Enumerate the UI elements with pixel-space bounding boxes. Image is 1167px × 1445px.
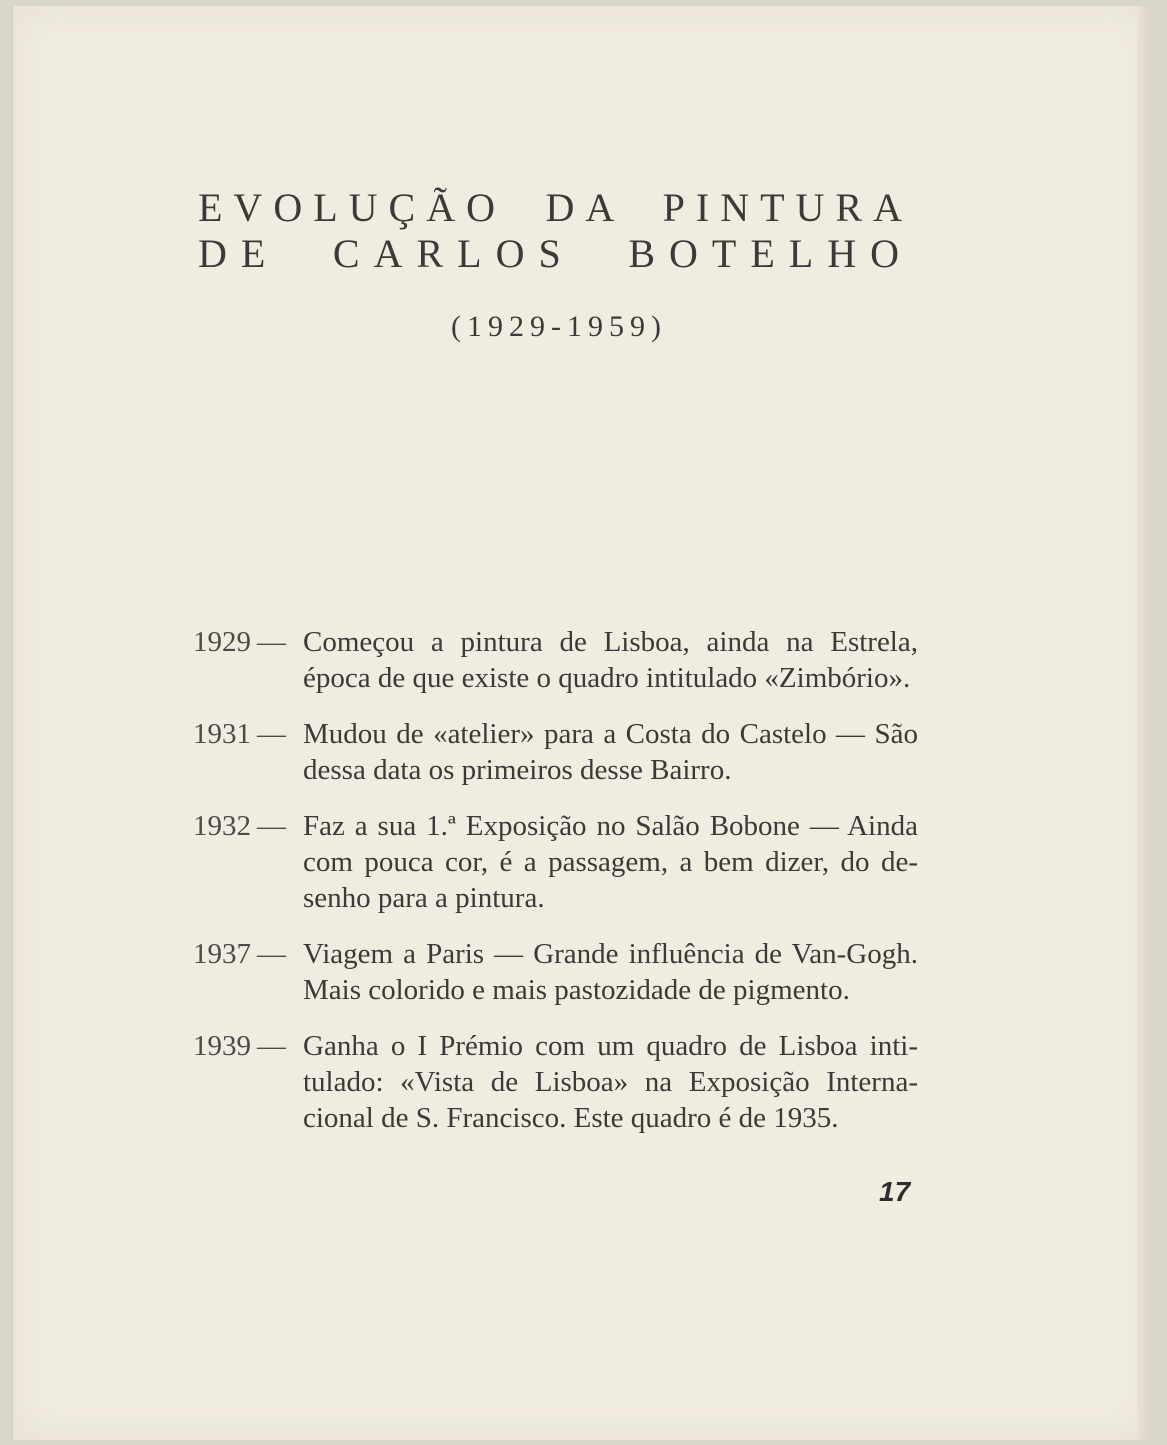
chronology-list bbox=[193, 624, 918, 1156]
entry-line: Mudou de «atelier» para a Costa do Castelo — São bbox=[303, 718, 918, 750]
entry-text bbox=[303, 936, 918, 1008]
entry-text bbox=[303, 808, 918, 916]
entry-line: Ganha o I Prémio com um quadro de Lisboa inti- bbox=[303, 1030, 918, 1062]
entry-line: tulado: «Vista de Lisboa» na Exposição Interna- bbox=[303, 1066, 918, 1098]
chronology-entry bbox=[193, 1028, 918, 1136]
chronology-entry bbox=[193, 716, 918, 788]
title-line-1: EVOLUÇÃO DA PINTURA bbox=[198, 185, 913, 230]
entry-year: 1929 — bbox=[193, 626, 286, 658]
entry-line: Mais colorido e mais pastozidade de pigmento. bbox=[303, 974, 850, 1006]
entry-line: dessa data os primeiros desse Bairro. bbox=[303, 754, 732, 786]
entry-text bbox=[303, 1028, 918, 1136]
title-line-2: DE CARLOS BOTELHO bbox=[198, 231, 913, 276]
entry-year: 1932 — bbox=[193, 810, 286, 842]
page-number: 17 bbox=[879, 1176, 911, 1207]
chronology-entry bbox=[193, 936, 918, 1008]
entry-line: senho para a pintura. bbox=[303, 882, 545, 914]
chronology-entry bbox=[193, 624, 918, 696]
chronology-entry bbox=[193, 808, 918, 916]
entry-line: com pouca cor, é a passagem, a bem dizer, do de- bbox=[303, 846, 918, 878]
entry-line: época de que existe o quadro intitulado «Zimbório». bbox=[303, 662, 911, 694]
entry-year: 1931 — bbox=[193, 718, 286, 750]
entry-line: Faz a sua 1.ª Exposição no Salão Bobone — Ainda bbox=[303, 810, 918, 842]
book-page bbox=[12, 6, 1153, 1440]
entry-year: 1937 — bbox=[193, 938, 286, 970]
title-years: (1929-1959) bbox=[451, 310, 667, 343]
entry-line: Viagem a Paris — Grande influência de Van-Gogh. bbox=[303, 938, 918, 970]
entry-line: Começou a pintura de Lisboa, ainda na Estrela, bbox=[303, 626, 918, 658]
entry-text bbox=[303, 716, 918, 788]
entry-year: 1939 — bbox=[193, 1030, 286, 1062]
entry-line: cional de S. Francisco. Este quadro é de 1935. bbox=[303, 1102, 839, 1134]
entry-text bbox=[303, 624, 918, 696]
page-edge bbox=[1137, 6, 1153, 1440]
